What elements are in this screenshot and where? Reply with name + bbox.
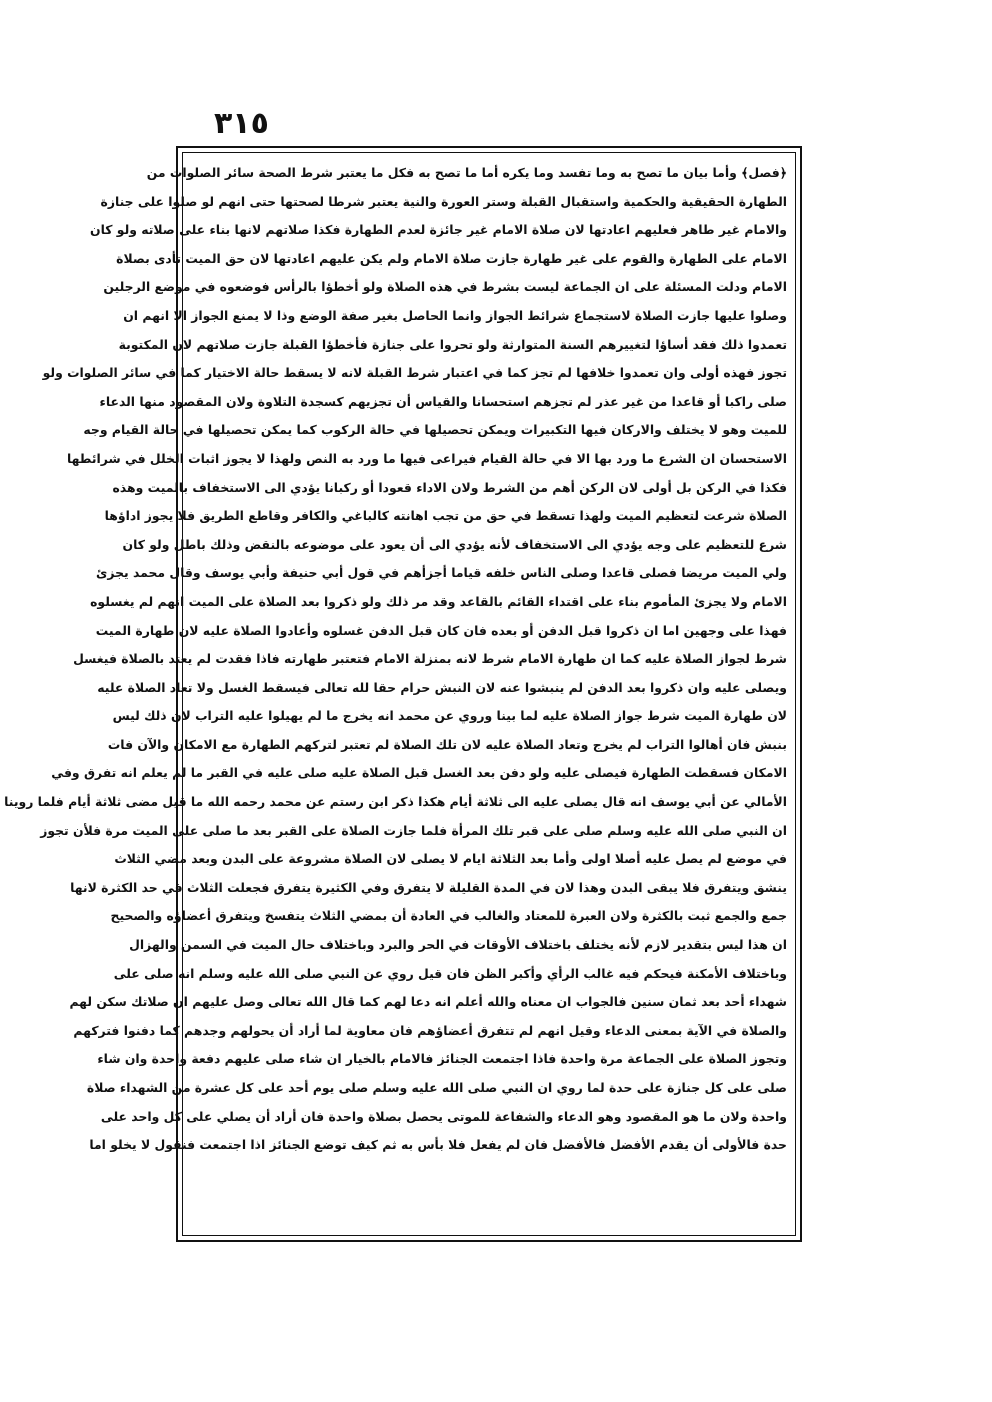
text-line: ﴿فصل﴾ وأما بيان ما تصح به وما تفسد وما يكره أما ما تصح به فكل ما يعتبر شرط الصحة سائر الصلوات من — [146, 165, 787, 180]
text-line: صلى راكبا أو قاعدا من غير عذر لم تجزهم استحسانا والقياس أن تجزيهم كسجدة التلاوة ولان المقصود منها الدعاء — [99, 393, 787, 409]
text-line: حدة فالأولى أن يقدم الأفضل فالأفضل فان لم يفعل فلا بأس به ثم كيف توضع الجنائز اذا اجتمعت فنقول لا يخلو اما — [89, 1137, 787, 1153]
text-line: وتجوز الصلاة على الجماعة مرة واحدة فاذا اجتمعت الجنائز فالامام بالخيار ان شاء صلى عليهم دفعة واحدة وان شاء — [97, 1051, 787, 1067]
text-line: الامام على الطهارة والقوم على غير طهارة جازت صلاة الامام ولم يكن عليهم اعادتها لان حق الميت تأدى بصلاة — [116, 250, 787, 266]
text-line: تعمدوا ذلك فقد أساؤا لتغييرهم السنة المتوارثة ولو تحروا على جنازة فأخطؤا القبلة جازت صلاتهم لان المكتوبة — [118, 336, 787, 352]
page-number: ٣١٥ — [214, 106, 269, 141]
text-line: الصلاة شرعت لتعظيم الميت ولهذا تسقط في حق من تجب اهانته كالباغي والكافر وقاطع الطريق فلا يجوز اداؤها — [104, 508, 787, 524]
text-line: ان هذا ليس بتقدير لازم لأنه يختلف باختلاف الأوقات في الحر والبرد وباختلاف حال الميت في السمن والهزال — [129, 937, 787, 953]
text-line: الامام ولا يجزئ المأموم بناء على اقتداء القائم بالقاعد وقد مر ذلك ولو ذكروا بعد الصلاة على الميت انهم لم يغسلوه — [90, 593, 787, 609]
text-line: الامام ودلت المسئلة على ان الجماعة ليست بشرط في هذه الصلاة ولو أخطؤا بالرأس فوضعوه في موضع الرجلين — [103, 279, 787, 295]
text-line: ينشق ويتفرق فلا يبقى البدن وهذا لان في المدة القليلة لا يتفرق وفي الكثيرة يتفرق فجعلت الثلاث في حد الكثرة لانها — [70, 879, 787, 895]
text-line: والصلاة في الآية بمعنى الدعاء وقيل انهم لم تتفرق أعضاؤهم فان معاوية لما أراد أن يحولهم وجدهم كما دفنوا فتركهم — [73, 1022, 787, 1038]
text-line: في موضع لم يصل عليه أصلا اولى وأما بعد الثلاثة ايام لا يصلى لان الصلاة مشروعة على البدن وبعد مضي الثلاث — [114, 851, 787, 867]
text-line: صلى على كل جنازة على حدة لما روي ان النبي صلى الله عليه وسلم صلى يوم أحد على كل عشرة من الشهداء صلاة — [86, 1080, 787, 1095]
text-line: ويصلى عليه وان ذكروا بعد الدفن لم ينبشوا عنه لان النبش حرام حقا لله تعالى فيسقط الغسل ولا تعاد الصلاة عليه — [97, 679, 787, 695]
text-line: تجوز فهذه أولى وان تعمدوا خلافها لم تجز كما في اعتبار شرط القبلة لانه لا يسقط حالة الاختيار كما في سائر الصلوات ولو — [42, 365, 787, 381]
text-line: الطهارة الحقيقية والحكمية واستقبال القبلة وستر العورة والنية يعتبر شرطا لصحتها حتى انهم لو صلوا على جنازة — [100, 193, 787, 209]
text-line: وباختلاف الأمكنة فيحكم فيه غالب الرأي وأكبر الظن فان قيل روي عن النبي صلى الله عليه وسلم انه صلى على — [113, 965, 787, 981]
text-line: جمع والجمع ثبت بالكثرة ولان العبرة للمعتاد والغالب في العادة أن بمضي الثلاث يتفسخ ويتفرق أعضاؤه والصحيح — [110, 908, 787, 924]
text-line: للميت وهو لا يختلف والاركان فيها التكبيرات ويمكن تحصيلها في حالة الركوب كما يمكن تحصيلها في حالة القيام وجه — [83, 422, 787, 438]
text-line: ولي الميت مريضا فصلى قاعدا وصلى الناس خلفه قياما أجزأهم في قول أبي حنيفة وأبي يوسف وقال محمد يجزئ — [96, 565, 787, 581]
text-line: الامكان فسقطت الطهارة فيصلى عليه ولو دفن بعد الغسل قبل الصلاة عليه صلى عليه في القبر ما لم يعلم انه تفرق وفي — [51, 765, 787, 781]
text-line: الأمالي عن أبي يوسف انه قال يصلى عليه الى ثلاثة أيام هكذا ذكر ابن رستم عن محمد رحمه الله ما قيل مضى ثلاثة أيام فلما روينا — [4, 794, 787, 810]
body-text — [4, 159, 787, 1160]
text-line: والامام غير طاهر فعليهم اعادتها لان صلاة الامام غير جائزة لعدم الطهارة فكذا صلاتهم لانها بناء على صلاته ولو كان — [90, 222, 787, 238]
text-line: الاستحسان ان الشرع ما ورد بها الا في حالة القيام فيراعى فيها ما ورد به النص ولهذا لا يجوز اثبات الخلل في شرائطها — [66, 450, 787, 466]
text-line: لان طهارة الميت شرط جواز الصلاة عليه لما بينا وروي عن محمد انه يخرج ما لم يهيلوا عليه التراب لان ذلك ليس — [112, 708, 787, 724]
text-line: شهداء أحد بعد ثمان سنين فالجواب ان معناه والله أعلم انه دعا لهم كما قال الله تعالى وصل عليهم ان صلاتك سكن لهم — [69, 994, 787, 1010]
text-line: ان النبي صلى الله عليه وسلم صلى على قبر تلك المرأة فلما جازت الصلاة على القبر بعد ما صلى على الميت مرة فلأن تجوز — [40, 822, 787, 838]
text-line: بنبش فان أهالوا التراب لم يخرج وتعاد الصلاة عليه لان تلك الصلاة لم تعتبر لتركهم الطهارة مع الامكان والآن فات — [107, 736, 787, 752]
text-line: شرع للتعظيم على وجه يؤدي الى الاستخفاف لأنه يؤدي الى أن يعود على موضوعه بالنقض وذلك باطل ولو كان — [122, 536, 787, 552]
text-line: فكذا في الركن بل أولى لان الركن أهم من الشرط ولان الاداء قعودا أو ركبانا يؤدي الى الاستخفاف بالميت وهذه — [112, 479, 787, 495]
text-line: فهذا على وجهين اما ان ذكروا قبل الدفن أو بعده فان كان قبل الدفن غسلوه وأعادوا الصلاة عليه لان طهارة الميت — [95, 622, 787, 638]
text-frame-inner — [4, 152, 796, 1236]
text-frame — [4, 146, 802, 1242]
text-line: وصلوا عليها جازت الصلاة لاستجماع شرائط الجواز وانما الحاصل بغير صفة الوضع وذا لا يمنع الجواز الا انهم ان — [123, 307, 787, 323]
text-line: شرط لجواز الصلاة عليه كما ان طهارة الامام شرط لانه بمنزلة الامام فتعتبر طهارته فاذا فقدت لم يعتد بالصلاة فيغسل — [73, 651, 787, 667]
text-line: واحدة ولان ما هو المقصود وهو الدعاء والشفاعة للموتى يحصل بصلاة واحدة فان أراد أن يصلي على كل واحد على — [100, 1108, 787, 1124]
